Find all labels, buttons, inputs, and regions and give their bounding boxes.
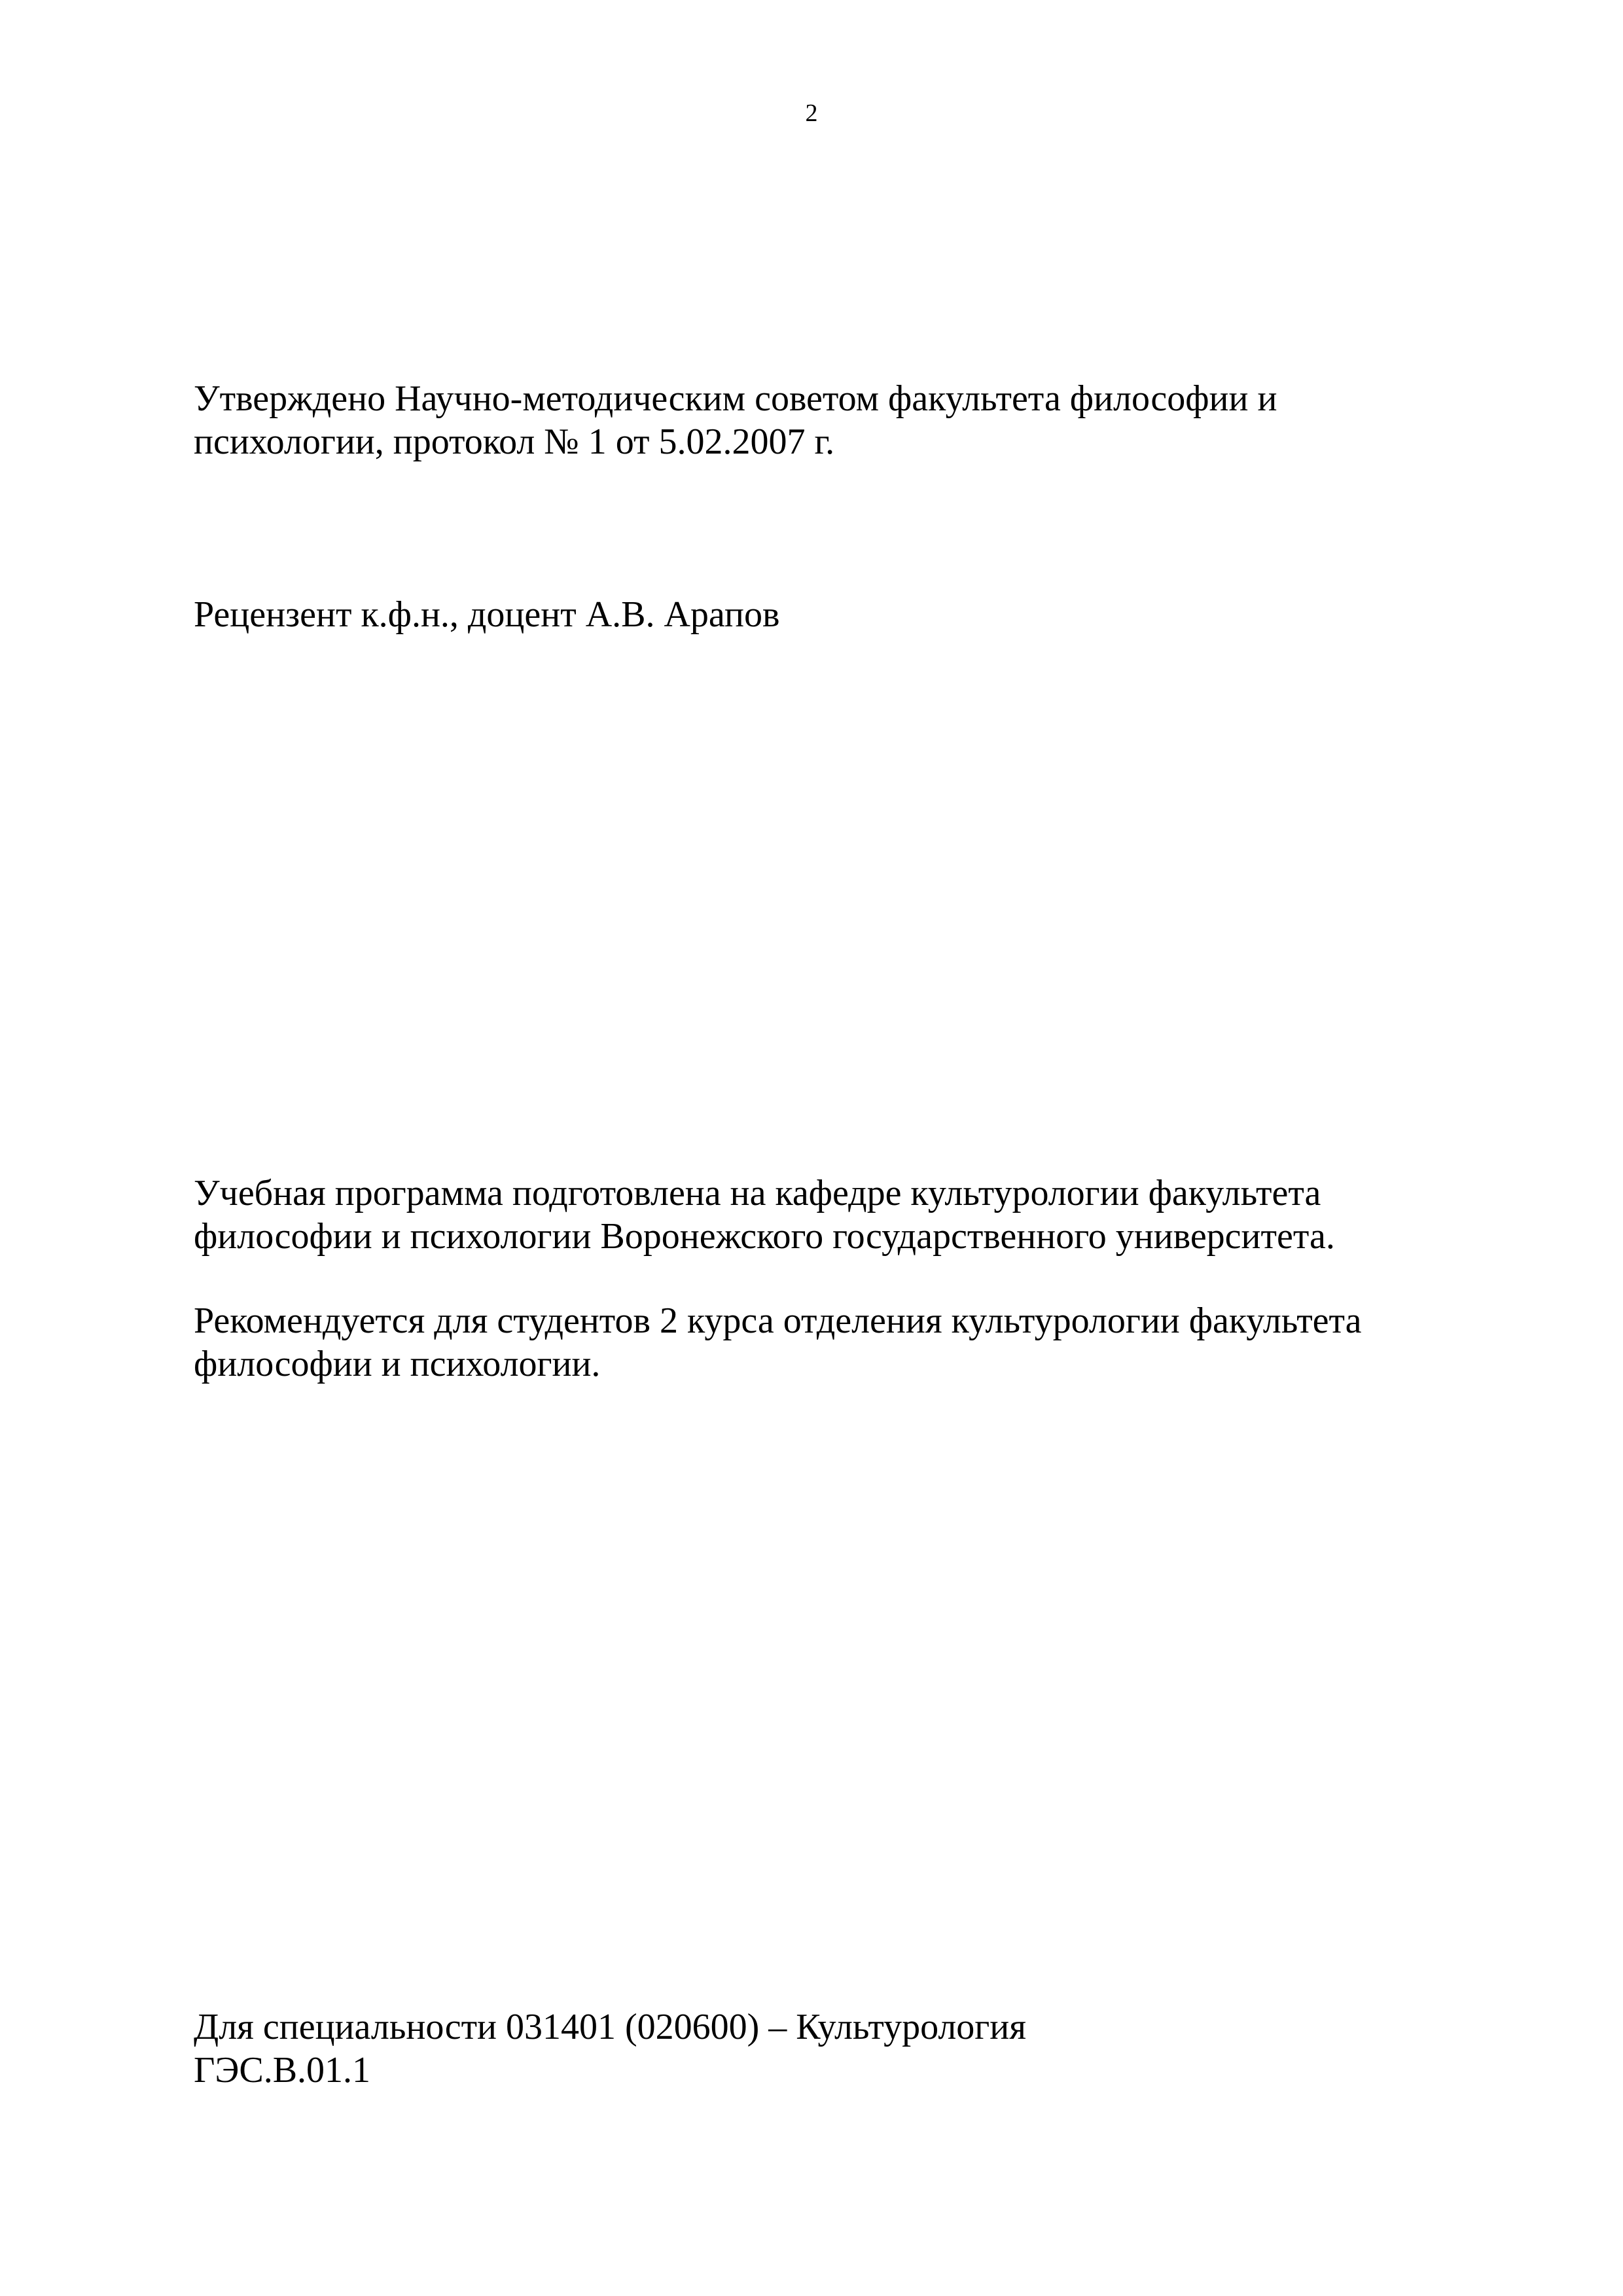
recommendation-line: философии и психологии.	[194, 1344, 601, 1384]
prepared-line: Учебная программа подготовлена на кафедре культурологии факультета	[194, 1173, 1321, 1213]
page-number: 2	[805, 99, 818, 127]
approval-line: психологии, протокол № 1 от 5.02.2007 г.	[194, 422, 835, 462]
specialty-info	[194, 2005, 1503, 2092]
reviewer-statement	[194, 593, 1503, 636]
recommendation-statement	[194, 1299, 1503, 1386]
reviewer-line: Рецензент к.ф.н., доцент А.В. Арапов	[194, 594, 780, 635]
prepared-line: философии и психологии Воронежского государственного университета.	[194, 1216, 1335, 1257]
recommendation-line: Рекомендуется для студентов 2 курса отделения культурологии факультета	[194, 1300, 1362, 1341]
specialty-line: Для специальности 031401 (020600) – Культурология	[194, 2007, 1026, 2047]
approval-line: Утверждено Научно-методическим советом факультета философии и	[194, 378, 1277, 419]
course-code-line: ГЭС.В.01.1	[194, 2050, 371, 2090]
prepared-by-statement	[194, 1172, 1503, 1258]
approval-statement	[194, 377, 1503, 463]
